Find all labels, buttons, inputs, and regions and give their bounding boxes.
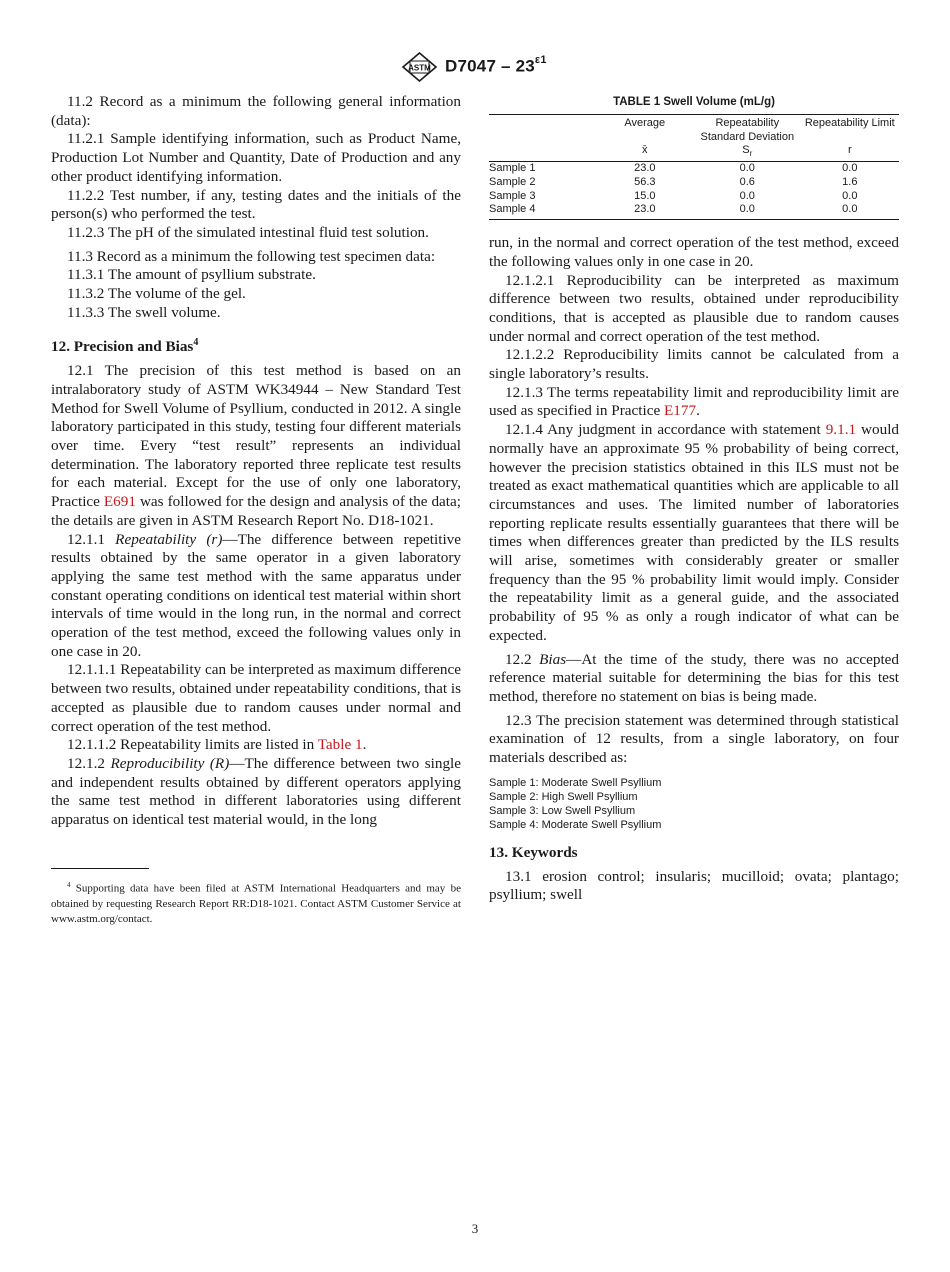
page-number: 3 [471,1221,479,1236]
list-item: Sample 2: High Swell Psyllium [489,790,638,803]
section-12-heading: 12. Precision and Bias$^4$ [51,337,199,356]
para-12-3: 12.3 The precision statement was determined through statistical examination of 12 results, from a single laboratory, on four materials described as: [489,711,899,767]
table-symbol-blank [489,144,596,161]
table-symbol-sr: $S_r$ [694,144,801,161]
term-bias: Bias [539,650,567,668]
para-12-1-2-2: 12.1.2.2 Reproducibility limits cannot be calculated from a single laboratory’s results. [489,346,899,383]
footnote-divider [51,868,149,869]
cell-std-dev: 0.6 [739,176,755,188]
para-11-3-3: 11.3.3 The swell volume. [67,303,221,321]
para-11-3-2: 11.3.2 The volume of the gel. [67,285,246,303]
para-11-2-3: 11.2.3 The pH of the simulated intestinal fluid test solution. [67,223,429,241]
cell-limit: 0.0 [801,203,899,219]
term-repeatability: Repeatability (r) [115,530,223,548]
table-1 [489,95,899,220]
table-1-title: TABLE 1 Swell Volume (mL/g) [613,96,775,108]
table-header-average: Average [596,115,694,145]
cell-sample-name: Sample 3 [489,189,536,202]
table-row [489,176,899,190]
term-reproducibility: Reproducibility (R) [110,754,230,772]
para-12-1-2-1: 12.1.2.1 Reproducibility can be interpreted as maximum difference between two results, obtained under reproducibility conditions, that is accepted as plausible due to random causes under normal and correct operation of the test method. [489,271,899,345]
cell-average: 56.3 [634,176,656,188]
footnote-ref: 4 [193,337,199,349]
para-12-1-2: 12.1.2 Reproducibility (R)—The difference between two single and independent results obtained by different operators applying the same test method in different laboratories using different apparatus on identical test material would, in the long [51,754,461,829]
cell-std-dev: 0.0 [739,189,755,202]
list-item: Sample 1: Moderate Swell Psyllium [489,776,662,789]
para-12-1-3: 12.1.3 The terms repeatability limit and reproducibility limit are used as specified in Practice E177. [489,383,899,420]
table-header-blank [489,115,596,145]
table-header-std-dev: Repeatability Standard Deviation [694,115,801,145]
para-11-2-1: 11.2.1 Sample identifying information, such as Product Name, Production Lot Number and Quantity, Date of Production and any other product identifying information. [51,130,461,185]
page-header [0,52,950,86]
standard-designation: $D7047 - 23^{\varepsilon 1}$ [445,54,547,76]
table-header-limit: Repeatability Limit [801,115,899,145]
para-12-1-1-2: 12.1.1.2 Repeatability limits are listed in Table 1. [67,736,367,754]
cell-average: 23.0 [634,162,656,175]
designation-superscript: ε1 [534,54,547,66]
cell-limit: 0.0 [842,162,858,175]
para-12-1-1-1: 12.1.1.1 Repeatability can be interpreted as maximum difference between two results, obtained under repeatability conditions, that is accepted as plausible due to random causes under normal and correct operation of the test method. [51,661,461,735]
para-11-2-2: 11.2.2 Test number, if any, testing dates and the initials of the person(s) who performed the test. [51,186,461,223]
table-row [489,203,899,219]
list-item: Sample 3: Low Swell Psyllium [489,804,636,817]
section-13-heading: 13. Keywords [489,843,578,861]
para-12-1-1: 12.1.1 Repeatability (r)—The difference between repetitive results obtained by the same operator in a given laboratory applying the same test method with the same apparatus under constant operating conditions on identical test material within short intervals of time would in the long run, in the normal and correct operation of the test method, exceed the following values only in one case in 20. [51,530,461,660]
para-continuation: run, in the normal and correct operation of the test method, exceed the following values only in one case in 20. [489,234,899,270]
para-12-1: 12.1 The precision of this test method is based on an intralaboratory study of ASTM WK34944 – New Standard Test Method for Swell Volume of Psyllium, conducted in 2012. A single laboratory participated in this study, testing four different materials over time. Every “test result” represents an individual determination. The laboratory reported three replicate test results for each material. Except for the use of only one laboratory, Practice E691 was followed for the design and analysis of the data; the details are given in ASTM Research Report No. D18-1021. [51,362,461,529]
para-11-3: 11.3 Record as a minimum the following test specimen data: [67,247,436,265]
sample-list [489,776,899,832]
cell-sample-name: Sample 2 [489,176,536,188]
logo-lettering: ASTM [408,63,431,73]
cell-limit: 0.0 [842,189,858,202]
swell-volume-table [489,114,899,220]
para-12-1-4: 12.1.4 Any judgment in accordance with statement 9.1.1 would normally have an approximate 95 % probability of being correct, however the precision statistics obtained in this ILS must not be treated as exact mathematical quantities which are applicable to all circumstances and uses. The limited number of laboratories reporting replicate results essentially guarantees that there will be times when differences greater than predicted by the ILS results will arise, sometimes with considerably greater or smaller frequency than the 95 % probability limit would imply. Consider the repeatability limit as a general guide, and the associated probability of 95 % as only a rough indicator of what can be expected. [489,421,900,644]
table-symbol-xbar: x̄ [596,144,694,161]
link-e177[interactable]: E177 [664,402,697,420]
table-symbol-r: r [801,144,899,161]
table-row [489,162,899,176]
para-12-2: 12.2 Bias—At the time of the study, there was no accepted reference material suitable for determining the bias for this test method, therefore no statement on bias is being made. [489,650,899,705]
cell-average: 23.0 [596,203,694,219]
astm-logo-icon [401,52,438,82]
para-13-1: 13.1 erosion control; insularis; mucilloid; ovata; plantago; psyllium; swell [489,867,899,904]
cell-sample-name: Sample 1 [489,162,536,175]
table-row [489,190,899,204]
link-9-1-1[interactable]: 9.1.1 [825,421,857,439]
left-column [51,93,461,830]
link-e691[interactable]: E691 [103,493,136,511]
cell-sample-name: Sample 4 [489,203,596,219]
para-11-3-1: 11.3.1 The amount of psyllium substrate. [67,266,316,284]
cell-std-dev: 0.0 [739,162,755,175]
footnote: $^4$ Supporting data have been filed at ASTM International Headquarters and may be obtained by requesting Research Report RR:D18-1021. Contact ASTM Customer Service at www.astm.org/contact. [51,881,461,925]
cell-std-dev: 0.0 [694,203,801,219]
list-item: Sample 4: Moderate Swell Psyllium [489,818,662,831]
right-column [489,93,899,905]
cell-limit: 1.6 [842,176,858,188]
cell-average: 15.0 [634,189,656,202]
footnote-marker: 4 [67,881,71,889]
link-table-1[interactable]: Table 1 [317,736,363,754]
para-11-2: 11.2 Record as a minimum the following general information (data): [51,93,461,129]
